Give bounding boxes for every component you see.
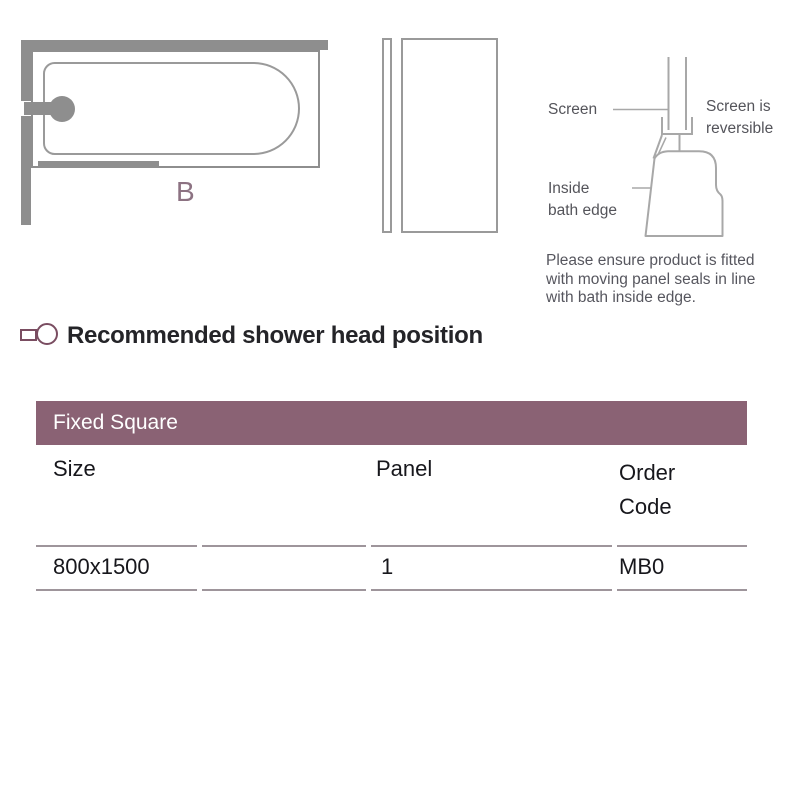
cell-panel: 1 bbox=[381, 554, 394, 579]
plan-position-label: B bbox=[176, 176, 195, 207]
column-header-size: Size bbox=[53, 456, 96, 481]
inside-bath-edge-line-2: bath edge bbox=[548, 201, 617, 219]
screen-panel-bar bbox=[38, 161, 159, 166]
header-divider-segment bbox=[36, 545, 197, 547]
fitting-note-line-1: Please ensure product is fitted bbox=[546, 252, 755, 269]
shower-head-icon-bracket bbox=[20, 329, 37, 341]
cell-size: 800x1500 bbox=[53, 554, 150, 579]
cell-order-code: MB0 bbox=[619, 554, 665, 579]
bath-rim-profile bbox=[646, 151, 723, 236]
header-divider-segment bbox=[371, 545, 612, 547]
screen-panel-outline bbox=[401, 38, 498, 233]
screen-reversible-line-2: reversible bbox=[706, 119, 774, 137]
screen-label: Screen bbox=[548, 101, 598, 118]
wall-left-bar-lower bbox=[21, 116, 31, 225]
inside-bath-edge-line-1: Inside bbox=[548, 180, 590, 197]
screen-reversible-line-1: Screen is bbox=[706, 98, 771, 115]
inside-bath-edge-label bbox=[548, 178, 617, 221]
shower-head-legend-label: Recommended shower head position bbox=[67, 322, 483, 349]
shower-head-icon bbox=[36, 323, 58, 345]
column-header-panel: Panel bbox=[376, 456, 433, 481]
fixed-strip-outline bbox=[382, 38, 392, 233]
header-divider-segment bbox=[617, 545, 747, 547]
row-divider-segment bbox=[36, 589, 197, 591]
row-divider-segment bbox=[371, 589, 612, 591]
fitting-note-line-3: with bath inside edge. bbox=[546, 289, 696, 306]
screen-reversible-label bbox=[706, 96, 773, 139]
column-header-order-code: Order Code bbox=[619, 460, 676, 519]
row-divider-segment bbox=[617, 589, 747, 591]
fitting-note bbox=[546, 252, 755, 308]
row-divider-segment bbox=[202, 589, 366, 591]
table-title: Fixed Square bbox=[53, 411, 178, 434]
table-title-band bbox=[36, 401, 747, 445]
shower-head-marker bbox=[49, 96, 75, 122]
wall-left-bar-upper bbox=[21, 40, 31, 101]
bath-inner-outline bbox=[43, 62, 300, 155]
fitting-note-line-2: with moving panel seals in line bbox=[546, 270, 756, 288]
header-divider-segment bbox=[202, 545, 366, 547]
wall-top-bar bbox=[21, 40, 328, 50]
u-channel-seal bbox=[662, 117, 692, 134]
